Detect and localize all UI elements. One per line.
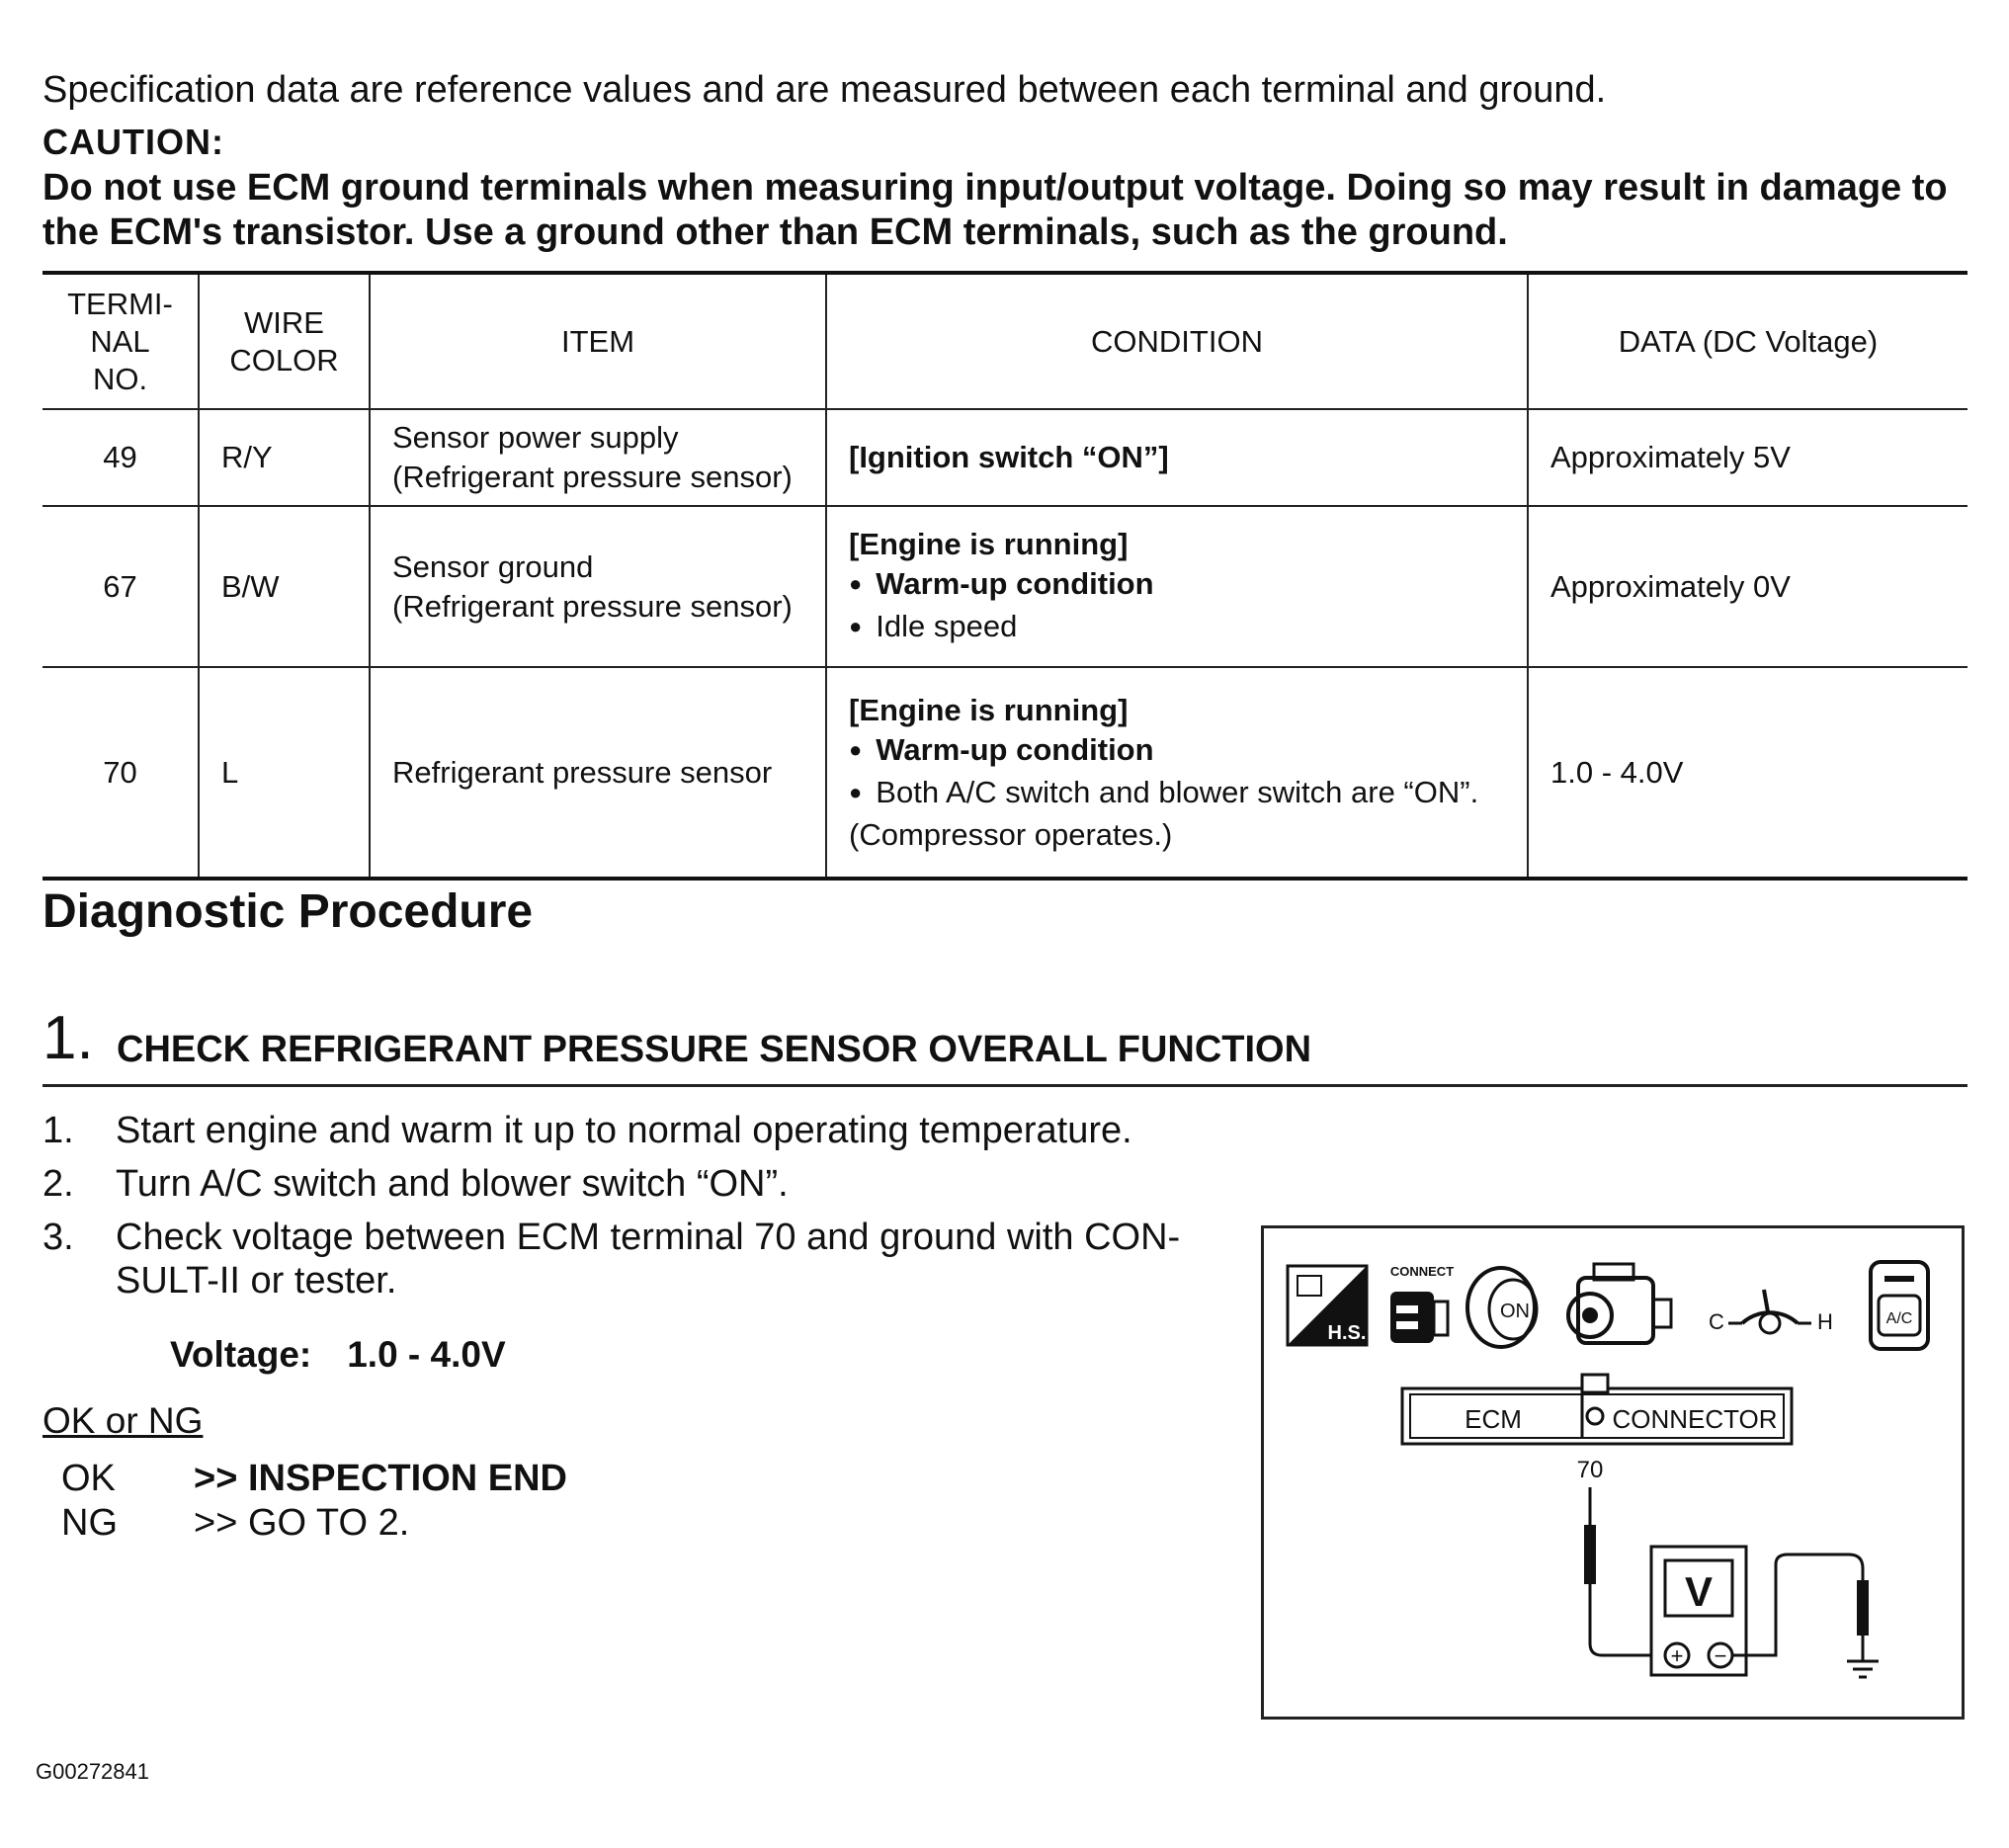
voltage-value: 1.0 - 4.0V	[347, 1334, 506, 1375]
ac-label: A/C	[1885, 1310, 1913, 1327]
ng-action: >> GO TO 2.	[194, 1502, 410, 1544]
wire-cell: R/Y	[199, 409, 370, 506]
terminal-cell: 49	[103, 440, 137, 474]
wire-cell: B/W	[199, 506, 370, 667]
item-cell: Refrigerant pressure sensor	[370, 667, 826, 879]
data-cell: Approximately 5V	[1528, 409, 1967, 506]
ground-icon	[1847, 1661, 1879, 1677]
list-item: 1. Start engine and warm it up to normal operating temperature.	[42, 1110, 1132, 1151]
condition-cell: [Engine is running] ● Warm-up condition ● Idle speed	[826, 506, 1528, 667]
header-data: DATA (DC Voltage)	[1528, 273, 1967, 409]
terminal-label: 70	[1576, 1457, 1604, 1483]
data-cell: Approximately 0V	[1528, 506, 1967, 667]
condition-cell: [Ignition switch “ON”]	[826, 409, 1528, 506]
ecm-label: ECM	[1465, 1404, 1522, 1434]
item-cell: Sensor power supply (Refrigerant pressure sensor)	[370, 409, 826, 506]
gauge-c-label: C	[1709, 1309, 1724, 1334]
hs-icon	[1288, 1266, 1367, 1345]
wiring-diagram	[1261, 1225, 1965, 1720]
condition-bullet: ● Idle speed	[849, 607, 1527, 649]
table-row	[42, 409, 1967, 506]
ignition-on-icon	[1467, 1268, 1537, 1347]
gauge-h-label: H	[1817, 1309, 1833, 1334]
list-item: 2. Turn A/C switch and blower switch “ON”.	[42, 1163, 789, 1205]
step-title: CHECK REFRIGERANT PRESSURE SENSOR OVERALL FUNCTION	[117, 1029, 1312, 1070]
spec-table-header	[42, 273, 1967, 409]
condition-bullet: ● Both A/C switch and blower switch are “ON”.	[849, 773, 1527, 815]
temperature-gauge-icon	[1709, 1290, 1833, 1334]
connector-label: CONNECTOR	[1612, 1404, 1778, 1434]
caution-label: CAUTION:	[42, 122, 224, 162]
caution-text: Do not use ECM ground terminals when measuring input/output voltage. Doing so may result in damage to the ECM's transistor. Use a ground other than ECM terminals, such as the ground.	[42, 167, 1948, 253]
step-number: 1.	[42, 1004, 94, 1072]
header-item: ITEM	[370, 273, 826, 409]
header-terminal: TERMI- NAL NO.	[67, 286, 173, 396]
minus-terminal: −	[1714, 1643, 1727, 1668]
on-label: ON	[1500, 1301, 1530, 1322]
table-row	[42, 667, 1967, 879]
terminal-cell: 67	[103, 568, 137, 604]
positive-probe	[1584, 1487, 1651, 1655]
voltmeter-icon	[1651, 1547, 1746, 1675]
table-row	[42, 506, 1967, 667]
voltage-label: Voltage:	[170, 1334, 312, 1375]
voltage-spec	[170, 1334, 506, 1376]
ok-action: >> INSPECTION END	[194, 1458, 567, 1499]
ecm-connector	[1402, 1375, 1792, 1444]
condition-bullet: ● Warm-up condition	[849, 730, 1527, 773]
figure-id: G00272841	[36, 1759, 149, 1784]
condition-bullet: ● Warm-up condition	[849, 564, 1527, 607]
step-list	[42, 1104, 1258, 1302]
step-header	[42, 1003, 1967, 1087]
condition-note: (Compressor operates.)	[849, 816, 1173, 852]
connect-icon	[1390, 1264, 1454, 1343]
terminal-cell: 70	[103, 754, 137, 790]
plus-terminal: +	[1670, 1643, 1684, 1668]
data-cell: 1.0 - 4.0V	[1528, 667, 1967, 879]
item-cell: Sensor ground (Refrigerant pressure sensor)	[370, 506, 826, 667]
ok-ng-label: OK or NG	[42, 1400, 204, 1441]
intro-text: Specification data are reference values and are measured between each terminal and ground.	[42, 69, 1607, 111]
header-condition: CONDITION	[826, 273, 1528, 409]
list-item: 3. Check voltage between ECM terminal 70 and ground with CON-SULT-II or tester.	[42, 1217, 1181, 1302]
spec-table	[42, 271, 1967, 881]
voltmeter-label: V	[1684, 1568, 1714, 1615]
engine-icon	[1568, 1264, 1671, 1343]
wire-cell: L	[199, 667, 370, 879]
header-wire-color: WIRE COLOR	[199, 273, 370, 409]
section-title: Diagnostic Procedure	[42, 885, 534, 938]
condition-cell: [Engine is running] ● Warm-up condition ● Both A/C switch and blower switch are “ON”. (Compressor operates.)	[826, 667, 1528, 879]
hs-label: H.S.	[1327, 1322, 1367, 1344]
connect-label: CONNECT	[1389, 1264, 1455, 1279]
ng-result: NG >> GO TO 2.	[61, 1502, 410, 1544]
ok-result: OK >> INSPECTION END	[61, 1458, 567, 1499]
negative-probe	[1732, 1554, 1869, 1661]
ac-switch-icon	[1871, 1262, 1928, 1349]
